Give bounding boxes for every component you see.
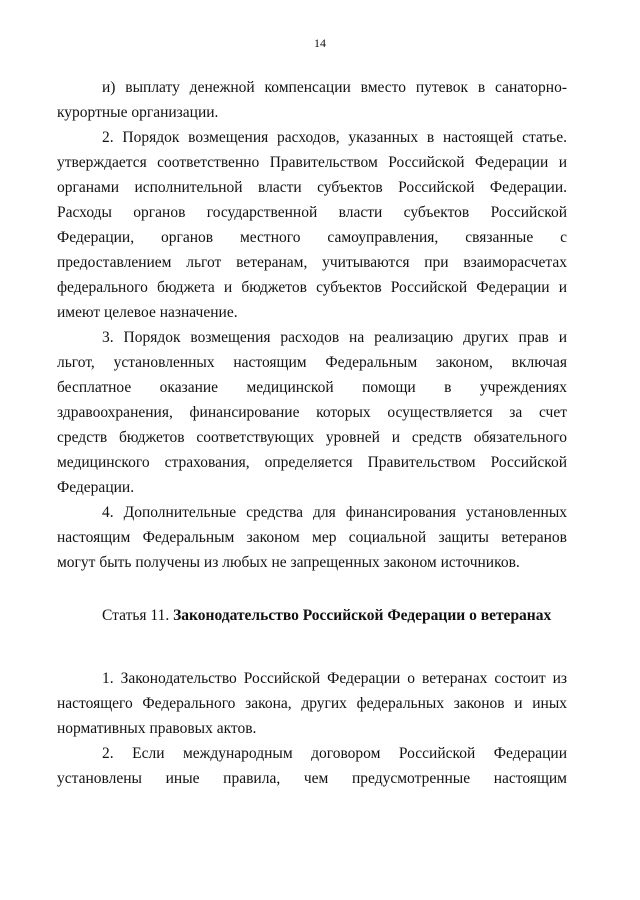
paragraph-line: установлены иные правила, чем предусмотренные настоящим [57, 770, 567, 787]
paragraph-line: Расходы органов государственной власти субъектов Российской [57, 204, 567, 221]
paragraph-line: предоставлением льгот ветеранам, учитываются при взаиморасчетах [57, 254, 567, 271]
paragraph-line: органами исполнительной власти субъектов Российской Федерации. [57, 179, 567, 196]
paragraph-line: утверждается соответственно Правительством Российской Федерации и [57, 154, 567, 171]
article-number: Статья 11. [102, 607, 174, 624]
paragraph [57, 666, 567, 741]
paragraph-line: 3. Порядок возмещения расходов на реализацию других прав и [102, 329, 567, 346]
paragraph-line: Федерации. [57, 479, 135, 496]
paragraph [57, 75, 567, 125]
paragraph [57, 741, 567, 791]
paragraph-line: и) выплату денежной компенсации вместо путевок в санаторно- [102, 79, 567, 96]
paragraph-line: курортные организации. [57, 104, 219, 121]
document-body [57, 75, 567, 791]
page-number: 14 [314, 36, 326, 50]
article-heading [57, 603, 567, 628]
paragraph-line: 1. Законодательство Российской Федерации о ветеранах состоит из [102, 670, 567, 687]
paragraph-line: настоящего Федерального закона, других федеральных законов и иных [57, 695, 567, 712]
paragraph-line: медицинского страхования, определяется Правительством Российской [57, 454, 567, 471]
paragraph-line: 4. Дополнительные средства для финансирования установленных [102, 504, 567, 521]
paragraph-line: настоящим Федеральным законом мер социальной защиты ветеранов [57, 529, 567, 546]
paragraph-line: федерального бюджета и бюджетов субъектов Российской Федерации и [57, 279, 567, 296]
paragraph-line: могут быть получены из любых не запрещенных законом источников. [57, 554, 520, 571]
article-title: Законодательство Российской Федерации о ветеранах [173, 607, 552, 624]
paragraph-line: здравоохранения, финансирование которых осуществляется за счет [57, 404, 567, 421]
paragraph-line: нормативных правовых актов. [57, 720, 257, 737]
paragraph-line: бесплатное оказание медицинской помощи в учреждениях [57, 379, 567, 396]
paragraph [57, 500, 567, 575]
paragraph-line: Федерации, органов местного самоуправления, связанные с [57, 229, 567, 246]
paragraph-line: 2. Если международным договором Российской Федерации [102, 745, 567, 762]
paragraph [57, 125, 567, 325]
paragraph-line: 2. Порядок возмещения расходов, указанных в настоящей статье. [102, 129, 567, 146]
paragraph-line: имеют целевое назначение. [57, 304, 238, 321]
paragraph-line: льгот, установленных настоящим Федеральным законом, включая [57, 354, 567, 371]
paragraph-line: средств бюджетов соответствующих уровней и средств обязательного [57, 429, 567, 446]
paragraph [57, 325, 567, 500]
